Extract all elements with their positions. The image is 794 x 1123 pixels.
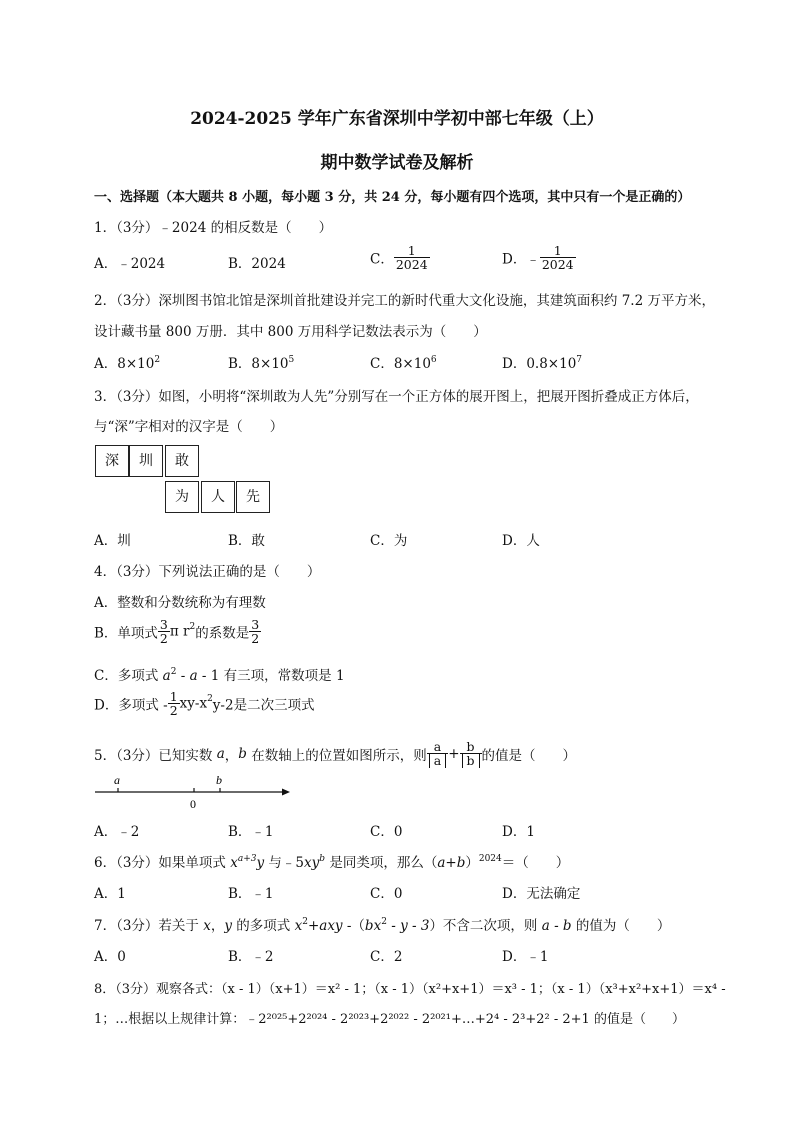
q6-option-b: B．﹣1 <box>228 886 274 902</box>
question-5-stem: 5．（3分）已知实数 a，b 在数轴上的位置如图所示，则 $\frac{a}{a}$ + $\frac{b}{b}$ 的值是（ ） <box>94 739 577 769</box>
q3-option-b: B．敢 <box>228 533 265 549</box>
net-cell-4: 为 <box>165 481 199 513</box>
q7-option-a: A．0 <box>94 949 126 965</box>
q6-option-a: A．1 <box>94 886 126 902</box>
question-2-stem-line1: 2．（3分）深圳图书馆北馆是深圳首批建设并完工的新时代重大文化设施，其建筑面积约 7.2 万平方米， <box>94 293 715 309</box>
q2-option-b: B．$8\times 10^5$ <box>228 355 295 372</box>
question-3-stem-line2: 与“深”字相对的汉字是（ ） <box>94 419 284 435</box>
q3-option-a: A．圳 <box>94 533 131 549</box>
q1-option-d: D．﹣ $\frac{1}{2024}$ <box>502 243 574 273</box>
question-4-stem: 4．（3分）下列说法正确的是（ ） <box>94 564 321 580</box>
net-cell-6: 先 <box>236 481 270 513</box>
question-1-stem: 1．（3分）﹣2024 的相反数是（ ） <box>94 220 333 236</box>
net-cell-3: 敢 <box>165 445 199 477</box>
net-cell-2: 圳 <box>129 445 163 477</box>
q4-option-a: A．整数和分数统称为有理数 <box>94 595 266 611</box>
question-6-stem: 6．（3分）如果单项式 $x^{a+3}y$ 与$﹣5xy^b$ 是同类项，那么$(a+b)^{2024}=$（ ） <box>94 854 570 871</box>
question-2-stem-line2: 设计藏书量 800 万册．其中 800 万用科学记数法表示为（ ） <box>94 324 487 340</box>
label-b: b <box>216 773 222 787</box>
q5-option-a: A．﹣2 <box>94 824 140 840</box>
q1-option-a: A．﹣2024 <box>94 256 166 272</box>
q6-option-d: D．无法确定 <box>502 886 581 902</box>
net-cell-1: 深 <box>95 445 129 477</box>
q5-option-b: B．﹣1 <box>228 824 274 840</box>
q2-option-a: A．$8\times 10^2$ <box>94 355 161 372</box>
q7-option-b: B．﹣2 <box>228 949 274 965</box>
q7-option-d: D．﹣1 <box>502 949 549 965</box>
q7-option-c: C．2 <box>370 949 403 965</box>
number-line-arrow-icon <box>282 789 290 796</box>
q1-option-c-label: C． <box>370 251 394 268</box>
q1-option-c-fraction: $\frac{1}{2024}$ <box>395 243 428 273</box>
question-8-stem-line1: 8．（3分）观察各式：（x - 1）（x+1）＝x² - 1；（x - 1）（x²+x+1）＝x³ - 1；（x - 1）（x³+x²+x+1）＝x⁴ - <box>94 982 726 997</box>
q4-option-d: D．多项式 - $\frac{1}{2}$ $xy-x^2y-2$是二次三项式 <box>94 689 315 719</box>
q3-option-c: C．为 <box>370 533 408 549</box>
label-zero: 0 <box>190 797 196 811</box>
question-3-stem-line1: 3．（3分）如图，小明将“深圳敢为人先”分别写在一个正方体的展开图上，把展开图折叠成正方体后， <box>94 389 699 405</box>
question-8-stem-line2: 1；…根据以上规律计算：﹣2²⁰²⁵+2²⁰²⁴ - 2²⁰²³+2²⁰²² - 2²⁰²¹+…+2⁴ - 2³+2² - 2+1 的值是（ ） <box>94 1012 685 1027</box>
page-title: 2024-2025 学年广东省深圳中学初中部七年级（上） <box>190 109 604 129</box>
q1-option-d-label: D． <box>502 251 527 268</box>
q1-option-b: B．2024 <box>228 256 286 272</box>
q5-option-c: C．0 <box>370 824 403 840</box>
label-a: a <box>114 773 120 787</box>
q2-option-c: C．$8\times 10^6$ <box>370 355 437 372</box>
q2-option-d: D．$0.8\times 10^7$ <box>502 355 583 372</box>
q6-option-c: C．0 <box>370 886 403 902</box>
q1-option-d-fraction: $\frac{1}{2024}$ <box>541 243 574 273</box>
net-cell-5: 人 <box>201 481 235 513</box>
q4-option-b: B．单项式 $\frac{3}{2}$ π $r^2$的系数是 $\frac{3}{2}$ <box>94 617 260 647</box>
question-7-stem: 7．（3分）若关于 x，y 的多项式 $x^2+axy$ $-(bx^2$ - y - 3）不含二次项，则 a - b 的值为（ ） <box>94 917 671 934</box>
q5-option-d: D．1 <box>502 824 535 840</box>
q3-option-d: D．人 <box>502 533 540 549</box>
page-subtitle: 期中数学试卷及解析 <box>320 153 474 173</box>
section-heading: 一、选择题（本大题共 8 小题，每小题 3 分，共 24 分，每小题有四个选项，其中只有一个是正确的） <box>94 190 691 205</box>
q4-option-c: C．多项式 $a^2$ - a - 1 有三项，常数项是 1 <box>94 667 345 684</box>
q1-option-c <box>370 244 430 271</box>
number-line-figure <box>90 770 300 812</box>
